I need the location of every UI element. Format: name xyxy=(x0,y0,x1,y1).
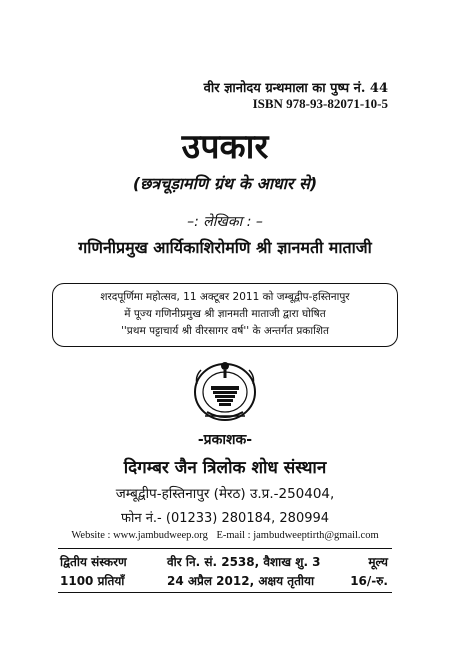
price-value: 16/-रु. xyxy=(350,574,388,588)
isbn-number: ISBN 978-93-82071-10-5 xyxy=(252,96,388,111)
notice-line: ''प्रथम पट्टाचार्य श्री वीरसागर वर्ष'' के अन्तर्गत प्रकाशित xyxy=(121,325,329,337)
publisher-address: जम्बूद्वीप-हस्तिनापुर (मेरठ) उ.प्र.-250404, xyxy=(115,486,335,502)
book-subtitle: (छत्रचूड़ामणि ग्रंथ के आधार से) xyxy=(132,174,318,193)
publisher-phone: फोन नं.- (01233) 280184, 280994 xyxy=(120,511,330,526)
notice-line: शरदपूर्णिमा महोत्सव, 11 अक्टूबर 2011 को जम्बूद्वीप-हस्तिनापुर xyxy=(100,291,350,303)
publisher-label: -प्रकाशक- xyxy=(197,432,253,448)
edition-label: द्वितीय संस्करण xyxy=(60,555,127,569)
contact-line xyxy=(0,530,450,541)
notice-line: में पूज्य गणिनीप्रमुख श्री ज्ञानमती माताजी द्वारा घोषित xyxy=(124,308,326,320)
book-title: उपकार xyxy=(181,127,269,167)
email-text: E-mail : jambudweeptirth@gmail.com xyxy=(216,530,379,541)
publisher-name: दिगम्बर जैन त्रिलोक शोध संस्थान xyxy=(123,458,327,478)
edition-row xyxy=(58,572,392,591)
series-label: वीर ज्ञानोदय ग्रन्थमाला का पुष्प नं. 44 xyxy=(203,81,388,96)
edition-row xyxy=(58,553,392,572)
publisher-emblem-icon xyxy=(187,356,263,424)
author-label: –: लेखिका : – xyxy=(187,214,263,230)
author-name: गणिनीप्रमुख आर्यिकाशिरोमणि श्री ज्ञानमती माताजी xyxy=(78,238,372,257)
edition-date-gregorian: 24 अप्रैल 2012, अक्षय तृतीया xyxy=(167,574,315,588)
edition-date: वीर नि. सं. 2538, वैशाख शु. 3 xyxy=(167,555,321,569)
price-label: मूल्य xyxy=(368,555,388,569)
copies-count: 1100 प्रतियाँ xyxy=(60,574,125,588)
website-text: Website : www.jambudweep.org xyxy=(71,530,208,541)
divider-bottom xyxy=(58,592,392,593)
publication-notice-box xyxy=(52,283,398,347)
divider-top xyxy=(58,548,392,549)
edition-info xyxy=(58,553,392,591)
